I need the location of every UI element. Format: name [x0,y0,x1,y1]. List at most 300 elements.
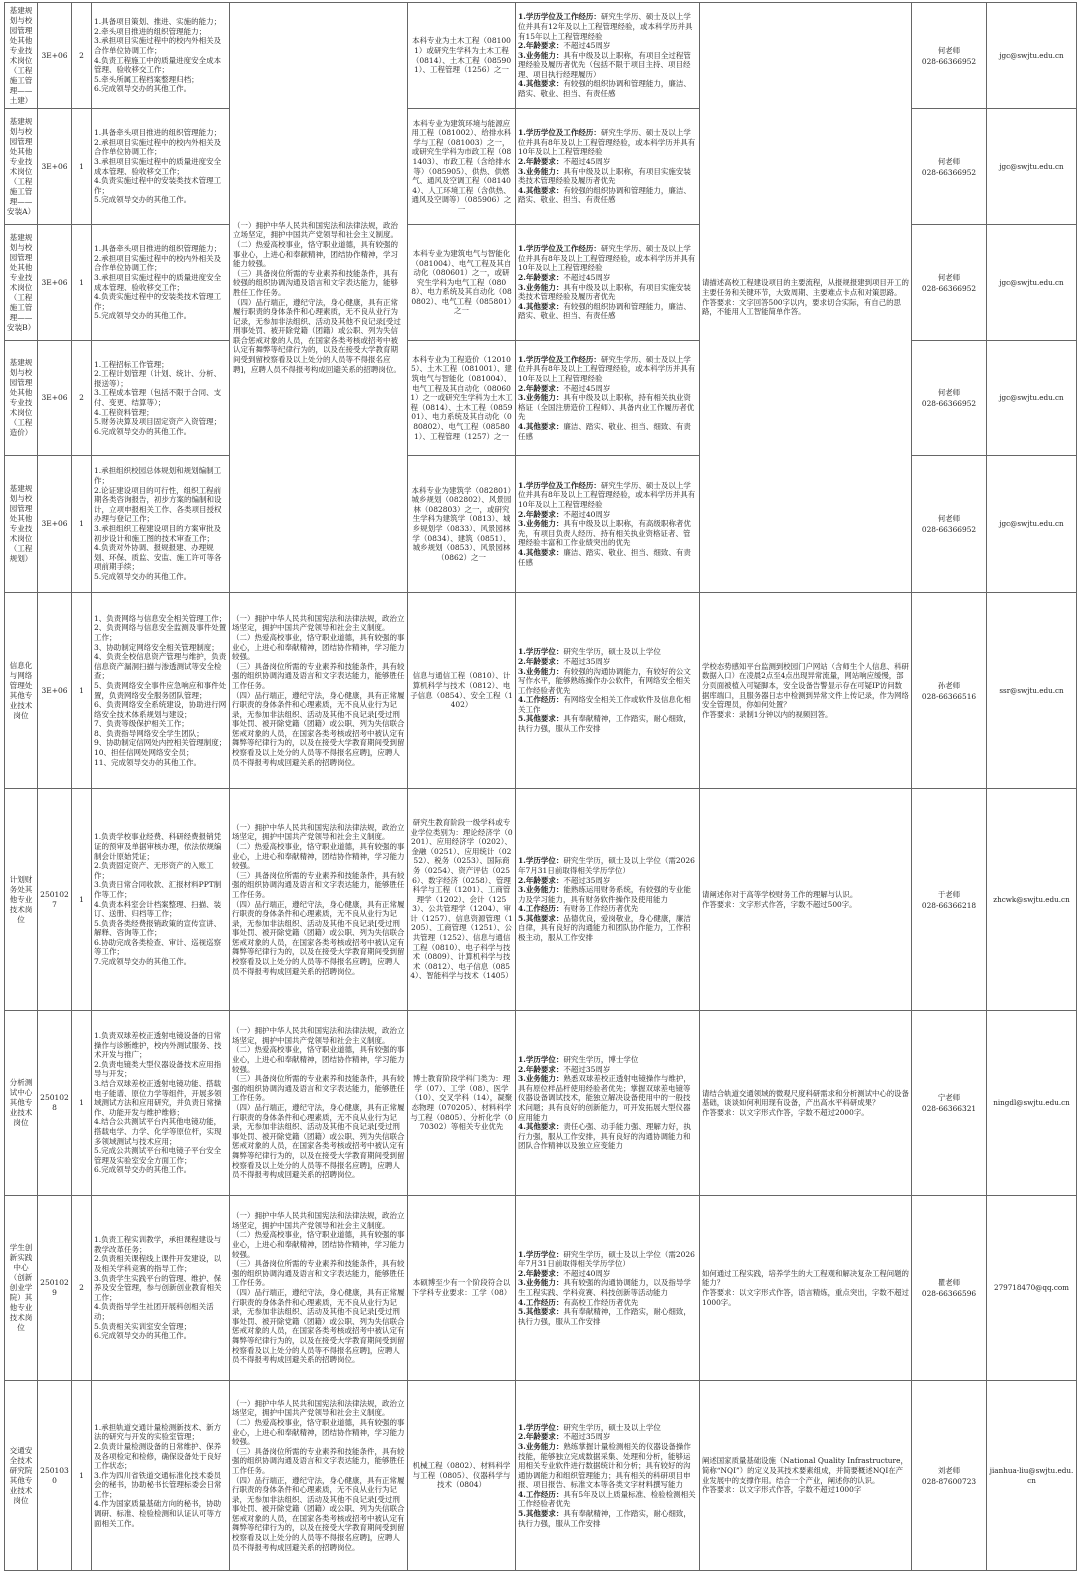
major-requirements: 博士教育阶段学科门类为：理学（07）、工学（08）、医学（10）、交叉学科（14），凝聚态物理（070205）、材料科学与工程（0805）、分析化学（070302）等相关专业优先 [408,1011,516,1196]
requirement-text: 责任心强、动手能力强、理解力好，执行力强，服从工作安排，具有良好的沟通协调能力和团队合作精神以及独立应变能力 [518,1122,691,1151]
table-row [5,109,1077,225]
duty-line: 4.负责实施过程中的安装类技术管理工作； [94,292,222,311]
table-row [5,593,1077,789]
assignment [700,1196,912,1381]
duty-line: 4.负责指导学生社团开展科创相关活动； [94,1302,214,1321]
contact-email: jgc@swjtu.edu.cn [987,3,1077,109]
requirement-line [518,422,697,441]
requirement-line [518,244,697,273]
requirement-line [518,1122,697,1151]
duty-line: 5.完成领导交办的其他工作。 [94,311,192,321]
duty-line: 8、负责指导网络安全学生团队； [94,728,204,738]
contact-name: 何老师 [937,388,961,397]
political-line: （一）拥护中华人民共和国宪法和法律法规，政治立场坚定，拥护中国共产党领导和社会主义制度。 [232,1211,405,1230]
duty-line: 2.负责相关课程线上课件开发建设，以及相关学科竞赛的指导工作； [94,1254,222,1274]
qualification-requirements [516,225,700,341]
duties [92,456,230,593]
requirement-line [518,1278,697,1297]
requirement-line [518,167,697,186]
requirement-label: 3.业务能力： [518,166,564,176]
contact [912,593,987,789]
assignment [700,3,912,593]
political-line: （三）具备岗位所需的专业素养和技能条件，具有较强的组织协调沟通及语言和文字表达能力，能够胜任工作任务。 [232,870,405,899]
requirement-line [518,1423,697,1433]
assignment [700,1381,912,1571]
political-requirements [230,789,408,1011]
requirement-label: 1.学历学位及工作经历： [518,480,601,490]
political-requirements [230,1196,408,1381]
requirement-line [518,12,697,41]
duty-line: 5.完成领导交办的其他工作。 [94,571,192,581]
requirement-line [518,519,697,548]
requirement-line [518,1432,697,1442]
requirement-text: 廉洁、踏实、敬业、担当、细致、有责任感 [518,547,691,567]
duty-line: 6.完成领导交办的其他工作。 [94,1165,192,1175]
requirement-text: 熟练掌握计量检测相关的仪器设备操作技能，能够独立完成数据采集、处理和分析，能够运用相关专业软件进行数据统计和分析；具有较好的沟通协调能力和组织管理能力；具有相关的科研项目申报、项目报告、标准文本等各类文字材料撰写能力 [518,1441,691,1490]
qualification-requirements [516,109,700,225]
requirement-label: 3.业务能力： [518,1441,564,1451]
post-code: 3E+06 [38,341,72,456]
table-row [5,1381,1077,1571]
requirement-label: 5.其他要求： [518,913,564,923]
political-line: （四）品行端正，遵纪守法，身心健康，具有正常履行职责的身体条件和心理素质，无不良从业行为记录，无参加非法组织、活动及其他不良记录[受过刑事处罚、被开除党籍（团籍）或公职、列为失信联合惩戒对象的人员，在国家各类考核或招考中被认定有舞弊等纪律行为的，以及在接受大学教育期间受到留校察看及以上处分的人员等不得报名应聘]，应聘人员不得报考构成回避关系的招聘岗位。 [232,899,405,976]
duty-line: 6.完成领导交办的其他工作。 [94,1331,192,1341]
contact [912,3,987,109]
requirement-text: 廉洁、踏实、敬业、担当、细致、有责任感 [518,421,691,441]
duty-line: 3.承担项目实施过程中的质量进度安全成本管理、验收移交工作； [94,156,222,176]
duty-line: 3.承担项目实施过程中的校内外相关及合作单位协调工作； [94,36,222,55]
job-posting-table [4,2,1077,1571]
requirement-text: 不超过45周岁 [563,156,611,166]
duty-line: 2.负责固定资产、无形资产的入账工作； [94,861,214,880]
requirement-line [518,1509,697,1528]
hire-count: 1 [72,1011,92,1196]
requirement-line [518,186,697,205]
qualification-requirements [516,1196,700,1381]
requirement-text: 具有中级及以上职称，有项目实施安装类技术管理经验及履历者优先 [518,282,691,302]
requirement-line [518,714,697,733]
duty-line: 2、负责网络与信息安全监测及事件处置工作； [94,623,227,642]
requirement-label: 5.其他要求： [518,1307,564,1317]
political-line: （四）品行端正，遵纪守法，身心健康，具有正常履行职责的身体条件和心理素质，无不良从业行为记录，无参加非法组织、活动及其他不良记录[受过刑事处罚、被开除党籍（团籍）或公职、列为失信联合惩戒对象的人员，在国家各类考核或招考中被认定有舞弊等纪律行为的，以及在接受大学教育期间受到留校察看及以上处分的人员等不得报名应聘]，应聘人员不得报考构成回避关系的招聘岗位。 [232,1288,405,1365]
requirement-text: 熟悉双球差校正透射电镜操作与维护，具有原位样品杆使用经验者优先；掌握双球差电镜等仪器设备调试技术，能独立解决设备使用中的一般技术问题；具有良好的创新能力，可开发拓展大型仪器应用能力 [518,1074,691,1122]
hire-count: 1 [72,593,92,789]
contact-email: jgc@swjtu.edu.cn [987,109,1077,225]
duty-line: 6、负责网络安全系统建设，协助进行网络安全技术体系规划与建设； [94,700,227,719]
assignment-line: 阐述国家质量基础设施（National Quality Infrastructure，简称“NQI”）的定义及其技术要素组成，并简要概述NQI在产业发展中的支撑作用。结合一个产业，阐述你的认识。 [702,1456,908,1485]
requirement-line [518,1307,697,1326]
table-row [5,3,1077,109]
requirement-line [518,51,697,80]
major-requirements: 本科专业为建筑环境与能源应用工程（081002）、给排水科学与工程（081003）之一，或研究生学科为市政工程（081403）、市政工程（含给排水等）（085905）、供热、供燃气、通风及空调工程（081404）、人工环境工程（含供热、通风及空调等）（085906）之一 [408,109,516,225]
contact-email: ningdl@swjtu.edu.cn [987,1011,1077,1196]
requirement-label: 1.学历学位及工作经历： [518,244,601,254]
requirement-label: 1.学历学位： [518,1055,564,1065]
contact-name: 宁老师 [937,1093,961,1102]
assignment-line: 作答要求：以文字形式作答，字数不超过2000字。 [702,1107,869,1117]
requirement-text: 不超过35周岁 [563,1064,611,1074]
duty-line: 5.负责各类经费报销政策的宣传宣讲、解释、咨询等工作； [94,918,222,938]
requirement-label: 2.年龄要求： [518,875,564,885]
requirement-label: 3.业务能力： [518,282,564,292]
table-row [5,341,1077,456]
requirement-label: 2.年龄要求： [518,41,564,51]
duty-line: 6.协助完成各类检查、审计、巡视巡察等工作； [94,937,222,957]
political-requirements [230,3,408,593]
requirement-text: 研究生学历，硕士及以上学位（需2026年7月31日前取得相关学历学位） [518,1249,695,1269]
political-line: （一）拥护中华人民共和国宪法和法律法规，政治立场坚定，拥护中国共产党领导和社会主义制度。 [232,822,405,842]
post-code: 2501027 [38,789,72,1011]
duty-line: 11、完成领导交办的其他工作。 [94,757,202,767]
duty-line: 2.牵头项目推进的组织管理能力； [94,26,207,36]
assignment-line: 如何通过工程实践，培养学生的大工程观和解决复杂工程问题的能力？ [702,1268,909,1288]
requirement-label: 1.学历学位及工作经历： [518,354,601,364]
contact-name: 何老师 [937,272,961,282]
assignment [700,593,912,789]
major-requirements: 本硕博至少有一个阶段符合以下学科专业要求：工学（08） [408,1196,516,1381]
major-requirements: 机械工程（0802）、材料科学与工程（0805）、仪器科学与技术（0804） [408,1381,516,1571]
contact [912,789,987,1011]
hire-count: 2 [72,1196,92,1381]
requirement-text: 不超过35周岁 [563,1432,611,1442]
requirement-text: 具有5年及以上质量标准、检验检测相关工作经验者优先 [518,1489,696,1509]
qualification-requirements [516,1011,700,1196]
major-requirements: 信息与通信工程（0810）、计算机科学与技术（0812）、电子信息（0854）、安全工程（1402） [408,593,516,789]
qualification-requirements [516,456,700,593]
qualification-requirements [516,789,700,1011]
requirement-text: 具有中级及以上职称，持有相关执业资格证（全国注册造价工程师）、具备内业工作履历者优先 [518,393,695,422]
requirement-text: 研究生学历、硕士及以上学位并具有8年及以上工程管理经验，或本科学历并具有10年及以上工程管理经验 [518,354,696,384]
major-requirements: 本科专业为工程造价（120105）、土木工程（081001）、建筑电气与智能化（081004）、电气工程及其自动化（080601）之一或研究生学科为土木工程（0814）、土木工程（085901）、电力系统及其自动化（080802）、电气工程（085801）、工程管理（1257）之一 [408,341,516,456]
contact-phone: 028-66366952 [921,399,977,408]
duty-line: 1.具备牵头项目推进的组织管理能力； [94,244,222,254]
requirement-text: 具有奉献精神，工作踏实，耐心细致，执行力强，服从工作安排 [518,1307,691,1326]
qualification-requirements [516,341,700,456]
contact-email: jgc@swjtu.edu.cn [987,225,1077,341]
qualification-requirements [516,3,700,109]
requirement-line [518,667,697,696]
assignment-line: 学校态势感知平台监测到校园门户网站（含师生个人信息、科研数据入口）在凌晨2点至4点出现异常流量，网站响应缓慢，部分页面被植入可疑脚本，安全设备告警显示存在可疑IP访问数据库端口，且服务器日志中检测到异常文件上传记录，作为网络安全管理员，你如何处置？ [702,661,909,710]
contact [912,1196,987,1381]
duty-line: 4.工程资料管理； [94,407,154,417]
requirement-label: 4.其他要求： [518,547,564,557]
contact-phone: 028-66366596 [921,1289,977,1298]
duty-line: 4.结合公共测试平台内其他电镜功能，搭载电学、力学、化学等原位杆，实现多领域测试与技术应用； [94,1117,222,1146]
post-name: 基建规划与校园管理处其他专业技术岗位（工程造价） [5,341,38,456]
requirement-label: 5.其他要求： [518,714,564,724]
requirement-text: 研究生学历，硕士及以上学位（需2026年7月31日前取得相关学历学位） [518,856,695,875]
assignment [700,1011,912,1196]
duty-line: 10、担任信网处网络安全员； [94,748,194,758]
requirement-label: 3.业务能力： [518,885,564,895]
requirement-text: 有较强的沟通协调能力，有较好的公文写作水平，能够熟练操作办公软件，有网络安全相关工作经验者优先 [518,666,691,695]
political-requirements [230,1381,408,1571]
contact-phone: 028-66366516 [921,691,977,701]
post-code: 2501029 [38,1196,72,1381]
post-name: 基建规划与校园管理处其他专业技术岗位（工程施工管理——安装B） [5,225,38,341]
major-requirements: 本科专业为土木工程（081001）或研究生学科为土木工程（0814）、土木工程（085901）、工程管理（1256）之一 [408,3,516,109]
duties [92,341,230,456]
requirement-line [518,1269,697,1279]
requirement-text: 有较强的组织协调和管理能力，廉洁、踏实、敬业、担当、有责任感 [518,185,691,205]
political-requirements [230,593,408,789]
requirement-line [518,885,697,904]
requirement-text: 研究生学历，博士学位 [563,1055,639,1065]
political-line: （三）具备岗位所需的专业素养和技能条件，具有较强的组织协调沟通及语言和文字表达能力，能够胜任工作任务。 [232,1259,405,1288]
political-line: （四）品行端正，遵纪守法，身心健康，具有正常履行职责的身体条件和心理素质，无不良从业行为记录，无参加非法组织、活动及其他不良记录[受过刑事处罚、被开除党籍（团籍）或公职、列为失信联合惩戒对象的人员，在国家各类考核或招考中被认定有舞弊等纪律行为的，以及在接受大学教育期间受到留校察看及以上处分的人员等不得报名应聘]，应聘人员不得报考构成回避关系的招聘岗位。 [233,297,401,374]
duty-line: 1.承担组织校园总体规划和规划编制工作； [94,466,222,486]
political-line: （二）热爱高校事业，恪守职业道德，具有较强的事业心，上进心和奉献精神，团结协作精神，学习能力较强。 [232,1417,405,1447]
contact-email: 279718470@qq.com [987,1196,1077,1381]
political-line: （二）热爱高校事业，恪守职业道德，具有较强的事业心，上进心和奉献精神，团结协作精神，学习能力较强。 [232,841,405,871]
requirement-text: 有较强的组织协调和管理能力，廉洁、踏实、敬业、担当、有责任感 [518,301,691,321]
post-name: 交通安全技术研究院其他专业技术岗位 [5,1381,38,1571]
requirement-line [518,481,697,510]
duty-line: 5.负责相关实训室安全管理； [94,1321,192,1331]
requirement-line [518,876,697,886]
contact-phone: 028-66366218 [921,900,977,910]
requirement-text: 有财务工作经历者优先 [563,904,639,914]
duty-line: 2.论证建设项目的可行性，组织工程前期各类咨询报告，初步方案的编制和设计，立项申报相关工作、各类项目授权办理与登记工作； [94,485,222,524]
duty-line: 5、负责网络安全事件应急响应和事件处置，负责网络安全服务团队管理； [94,680,227,700]
duty-line: 1.负责学校事业经费、科研经费报销凭证的预审及单据审核办理，依法依规编制会计原始凭证； [94,832,222,861]
requirement-label: 4.其他要求： [518,1122,564,1132]
post-code: 3E+06 [38,456,72,593]
requirement-text: 具有奉献精神，工作踏实，耐心细致，执行力强，服从工作安排 [518,1509,691,1528]
post-name: 基建规划与校园管理处其他专业技术岗位（工程施工管理——安装A） [5,109,38,225]
post-name: 信息化与网络管理处其他专业技术岗位 [5,593,38,789]
duties [92,593,230,789]
political-line: （一）拥护中华人民共和国宪法和法律法规，政治立场坚定，拥护中国共产党领导和社会主义制度。 [232,613,405,633]
requirement-line [518,1074,697,1122]
duty-line: 5.财务决算及项目固定资产入资管理； [94,417,222,427]
assignment-line: 作答要求：文字回答500字以内，要求切合实际，有自己的思路，不能用人工智能简单作答。 [702,297,901,317]
duty-line: 2.工程计划管理（计划、统计、分析、报送等）； [94,369,222,388]
requirement-label: 1.学历学位及工作经历： [518,128,601,138]
political-requirements [230,1011,408,1196]
political-line: （二）热爱高校事业，恪守职业道德，具有较强的事业心，上进心和奉献精神，团结协作精神，学习能力较强。 [232,632,405,662]
assignment-line: 作答要求：录制1分钟以内的视频回答。 [702,709,833,719]
requirement-label: 4.工作经历： [518,695,564,705]
contact-phone: 028-66366952 [921,167,977,177]
political-line: （三）具备岗位所需的专业素养和技能条件，具有较强的组织协调沟通及语言和文字表达能力，能够胜任工作任务。 [232,1074,405,1103]
table-row [5,789,1077,1011]
contact-email: zhcwk@swjtu.edu.cn [987,789,1077,1011]
duty-line: 4、负责全校信息资产管理与维护，负责信息资产漏洞扫描与渗透测试等安全检查； [94,652,227,681]
assignment [700,789,912,1011]
duty-line: 4.作为国家质量基础方向的秘书，协助调研、标准、检验检测和认证认可等方面相关工作。 [94,1499,222,1528]
post-name: 基建规划与校园管理处其他专业技术岗位（工程施工管理——土建） [5,3,38,109]
contact-name: 于老师 [937,889,961,899]
political-line: （三）具备岗位所需的专业素养和技能条件，具有较强的组织协调沟通及语言和文字表达能力，能够胜任工作任务。 [233,268,398,297]
duty-line: 1、负责网络与信息安全相关管理工作； [94,613,227,623]
requirement-label: 3.业务能力： [518,1074,564,1084]
requirement-label: 4.其他要求： [518,79,564,89]
contact-email: jianhua-liu@swjtu.edu.cn [987,1381,1077,1571]
requirement-label: 4.工作经历： [518,1489,564,1499]
contact [912,225,987,341]
contact [912,1381,987,1571]
duty-line: 9、协助制定信网处内控相关管理制度； [94,738,227,748]
requirement-line [518,283,697,302]
assignment-line: 请描述高校工程建设项目的主要流程，从报规报建到项目开工的主要任务和关键环节，大致周期、主要难点卡点和对策思路。 [702,278,909,297]
contact-name: 瞿老师 [937,1278,961,1287]
contact-email: jgc@swjtu.edu.cn [987,456,1077,593]
requirement-text: 研究生学历，硕士及以上学位 [563,647,661,657]
requirement-label: 3.业务能力： [518,50,564,60]
requirement-line [518,157,697,167]
qualification-requirements [516,1381,700,1571]
requirement-line [518,273,697,283]
requirement-label: 2.年龄要求： [518,383,564,393]
duty-line: 3.结合双球差校正透射电镜功能、搭载电子能谱、原位力学等组件，开展多领域测试方法和应用研究，并负责日常操作、功能开发与维护维修； [94,1079,222,1117]
duty-line: 3.负责学生实践平台的管理、维护、保养及安全管理，参与创新创业教育相关工作； [94,1273,222,1302]
requirement-text: 具有较强的沟通协调能力，以及指导学生工程实践、学科竞赛、科技创新等活动能力 [518,1278,691,1297]
political-line: （一）拥护中华人民共和国宪法和法律法规，政治立场坚定，拥护中国共产党领导和社会主义制度。 [232,1398,405,1418]
table-row [5,1196,1077,1381]
contact [912,456,987,593]
requirement-label: 4.其他要求： [518,421,564,431]
duty-line: 4.负责本科室会计档案整理、扫描、装订、送册、归档等工作； [94,899,222,919]
requirement-text: 不超过45周岁 [563,41,611,51]
duties [92,109,230,225]
requirement-text: 研究生学历、硕士及以上学位并具有8年及以上工程管理经验，或本科学历并具有10年及以上工程管理经验 [518,480,696,510]
requirement-line [518,548,697,567]
requirement-label: 1.学历学位： [518,647,564,657]
contact-phone: 028-66366321 [921,1104,977,1113]
requirement-line [518,79,697,98]
contact-phone: 028-66366952 [921,283,977,293]
requirement-label: 4.工作经历： [518,1297,564,1307]
requirement-label: 2.年龄要求： [518,509,564,519]
requirement-text: 不超过35周岁 [563,875,611,885]
duty-line: 4.负责工程施工中的质量进度安全成本管理、验收移交工作； [94,55,222,75]
post-code: 2501030 [38,1381,72,1571]
requirement-label: 2.年龄要求： [518,272,564,282]
duty-line: 1.负责工程实训教学，承担课程建设与教学改革任务； [94,1235,222,1254]
assignment-line: 请阐述你对于高等学校财务工作的理解与认识。 [702,889,858,899]
duty-line: 5.牵头所属工程档案整理归档； [94,74,199,84]
requirement-line [518,510,697,520]
duty-line: 7.完成领导交办的其他工作。 [94,957,192,967]
requirement-line [518,1250,697,1269]
major-requirements: 本科专业为建筑学（082801）城乡规划（082802）、风景园林（082803）之一，或研究生学科为建筑学（0813）、城乡规划学（0833）、风景园林学（0834）、建筑（0851）、城乡规划（0853）、风景园林（0862）之一 [408,456,516,593]
requirement-text: 研究生学历，硕士及以上学位 [563,1422,661,1432]
contact [912,341,987,456]
contact-name: 孙老师 [937,680,961,690]
duties [92,1011,230,1196]
requirement-text: 不超过45周岁 [563,272,611,282]
requirement-label: 2.年龄要求： [518,1268,564,1278]
table-row [5,225,1077,341]
duties [92,1381,230,1571]
political-line: （四）品行端正，遵纪守法，身心健康，具有正常履行职责的身体条件和心理素质，无不良从业行为记录，无参加非法组织、活动及其他不良记录[受过刑事处罚、被开除党籍（团籍）或公职、列为失信联合惩戒对象的人员，在国家各类考核或招考中被认定有舞弊等纪律行为的，以及在接受大学教育期间受到留校察看及以上处分的人员等不得报名应聘]，应聘人员不得报考构成回避关系的招聘岗位。 [232,1475,405,1552]
duty-line: 2.负责电镜类大型仪器设备技术应用指导与开发； [94,1059,222,1079]
requirement-label: 1.学历学位： [518,1422,564,1432]
assignment-line: 作答要求：以文字形式作答，字数不超过1000字 [702,1485,862,1495]
duty-line: 3.负责日常合同收款、汇报材料PPT制作等工作； [94,880,222,899]
requirement-label: 3.业务能力： [518,393,564,403]
requirement-label: 1.学历学位： [518,1249,564,1259]
requirement-text: 具有中级及以上职称，有项目全过程管理经验及履历者优先（包括不限于项目主持、项目经理、项目执行经理履历） [518,50,691,79]
requirement-text: 研究生学历、硕士及以上学位并具有8年及以上工程管理经验，或本科学历并具有10年及以上工程管理经验 [518,244,696,273]
requirement-label: 5.其他要求： [518,1509,564,1519]
requirement-line [518,1298,697,1308]
duty-line: 5.完成公共测试平台和电镜子平台安全管理及实验室安全方面工作； [94,1146,222,1165]
hire-count: 1 [72,225,92,341]
requirement-line [518,1442,697,1490]
post-code: 3E+06 [38,225,72,341]
contact-email: jgc@swjtu.edu.cn [987,341,1077,456]
requirement-label: 3.业务能力： [518,1278,564,1288]
requirement-line [518,384,697,394]
post-code: 3E+06 [38,109,72,225]
requirement-line [518,904,697,914]
requirement-text: 有高校工作经历者优先 [563,1297,639,1307]
requirement-line [518,393,697,422]
requirement-text: 不超过35周岁 [563,656,611,666]
requirement-label: 1.学历学位： [518,856,564,866]
requirement-text: 不超过45周岁 [563,383,611,393]
duty-line: 6.完成领导交办的其他工作。 [94,426,192,436]
post-code: 2501028 [38,1011,72,1196]
requirement-label: 3.业务能力： [518,666,564,676]
post-name: 分析测试中心其他专业技术岗位 [5,1011,38,1196]
requirement-line [518,1055,697,1065]
assignment-line: 请结合轨道交通领域的微观尺度科研需求和分析测试中心的设备基础，谈谈如何利用现有设备，产出高水平科研成果？ [702,1088,909,1108]
requirement-line [518,647,697,657]
requirement-label: 2.年龄要求： [518,656,564,666]
requirement-line [518,128,697,157]
duties [92,789,230,1011]
requirement-label: 4.工作经历： [518,904,564,914]
requirement-label: 4.其他要求： [518,301,564,311]
duty-line: 1.具备项目策划、推进、实施的能力； [94,17,222,27]
major-requirements: 研究生教育阶段一级学科或专业学位类别为：理论经济学（0201）、应用经济学（0202）、金融（0251）、应用统计（0252）、税务（0253）、国际商务（0254）、资产评估（0256）、数字经济（0258）、管理科学与工程（1201）、工商管理学（1202）、会计（1253）、公共管理学（1204）、审计（1257）、信息资源管理（1205）、工商管理（1251）、公共管理（1252）、信息与通信工程（0810）、电子科学与技术（0809）、计算机科学与技术（0812）、电子信息（0854）、智能科学与技术（1405） [408,789,516,1011]
duty-line: 6.完成领导交办的其他工作。 [94,84,192,94]
major-requirements: 本科专业为建筑电气与智能化（081004）、电气工程及其自动化（080601）之一，或研究生学科为电气工程（0808）、电力系统及其自动化（080802）、电气工程（085801）之一 [408,225,516,341]
requirement-line [518,1490,697,1509]
duty-line: 2.承担项目实施过程中的校内外相关及合作单位协调工作； [94,137,222,157]
hire-count: 1 [72,789,92,1011]
contact-phone: 028-66366952 [921,56,977,66]
requirement-text: 研究生学历、硕士及以上学位并具有12年及以上工程管理经验，或本科学历并具有15年以上工程管理经验 [518,12,693,41]
duties [92,1196,230,1381]
requirement-text: 有较强的组织协调和管理能力，廉洁、踏实、敬业、担当、有责任感 [518,79,691,99]
contact-name: 何老师 [937,45,961,55]
duty-line: 3.承担项目实施过程中的质量进度安全成本管理、验收移交工作； [94,272,222,292]
requirement-label: 3.业务能力： [518,519,564,529]
contact-phone: 028-87600723 [921,1476,977,1486]
hire-count: 1 [72,456,92,593]
political-line: （二）热爱高校事业，恪守职业道德，具有较强的事业心，上进心和奉献精神，团结协作精神，学习能力较强。 [233,239,398,269]
duties [92,3,230,109]
duty-line: 1.承担轨道交通计量检测新技术、新方法的研究与开发的实验室管理； [94,1422,222,1442]
duty-line: 1.具备牵头项目推进的组织管理能力； [94,128,222,138]
requirement-text: 具有中级及以上职称，有高级职称者优先，有项目负责人经历、持有相关执业资格证者、管理经验丰富和工作业绩突出的优先 [518,519,691,548]
contact-name: 何老师 [937,156,961,166]
duty-line: 3.承担组织工程建设项目的方案审批及初步设计和施工图的技术审查工作； [94,524,222,543]
duty-line: 3、协助制定网络安全相关管理制度； [94,642,219,652]
duty-line: 3.作为四川省铁道交通标准化技术委员会的秘书，协助秘书长管理标委会日常工作； [94,1470,222,1499]
political-line: （一）拥护中华人民共和国宪法和法律法规，政治立场坚定，拥护中国共产党领导和社会主义制度。 [233,220,398,240]
requirement-text: 能熟练运用财务系统，有较强的专业能力及学习能力，具有财务软件操作及使用能力 [518,885,691,904]
contact-name: 刘老师 [937,1465,961,1475]
requirement-line [518,657,697,667]
requirement-line [518,856,697,875]
contact [912,109,987,225]
contact-name: 何老师 [937,514,961,523]
